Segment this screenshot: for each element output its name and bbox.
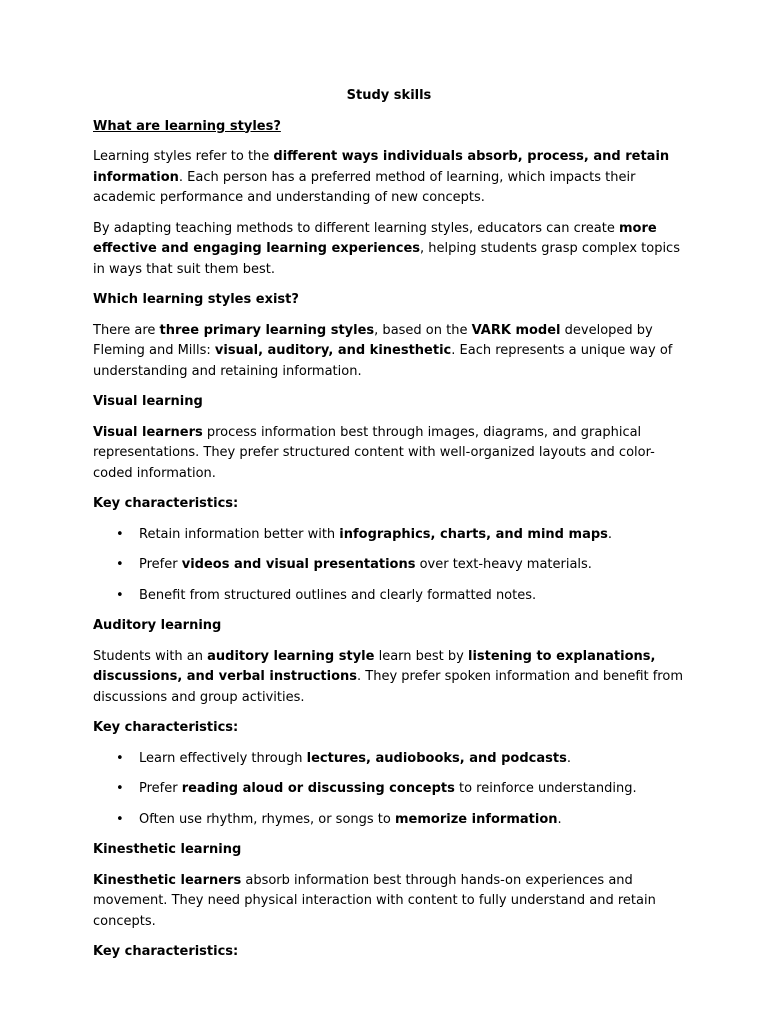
text-run: . Each person has a preferred method of learning, which impacts their academic performance and understanding of new concepts.: [93, 169, 636, 205]
list-item: [93, 586, 683, 607]
text-run: Learn effectively through: [139, 750, 307, 766]
text-run: absorb information best through hands-on experiences and movement. They need physical interaction with content to fully understand and retain concepts.: [93, 872, 656, 929]
list-item: [93, 810, 683, 831]
bold-text: lectures, audiobooks, and podcasts: [306, 750, 567, 766]
section-heading-kinesthetic: Kinesthetic learning: [93, 842, 242, 857]
text-run: .: [566, 750, 571, 766]
text-run: Students with an: [93, 648, 208, 664]
text-run: over text-heavy materials.: [415, 557, 592, 572]
key-characteristics-heading: Key characteristics:: [93, 496, 239, 511]
text-run: Benefit from structured outlines and clearly formatted notes.: [139, 587, 537, 603]
section-heading-visual: Visual learning: [93, 394, 203, 409]
key-characteristics-heading: Key characteristics:: [93, 720, 239, 735]
bullet-icon: •: [116, 781, 124, 796]
paragraph: [93, 423, 683, 485]
bold-text: listening to explanations, discussions, and verbal instructions: [93, 648, 656, 684]
paragraph: [93, 321, 683, 383]
list-item: [93, 555, 683, 576]
bullet-icon: •: [116, 557, 124, 572]
list-item: [93, 779, 683, 800]
bold-text: Visual learners: [93, 424, 203, 440]
text-run: Prefer: [139, 781, 182, 796]
bold-text: Kinesthetic learners: [93, 872, 242, 888]
section-heading-auditory: Auditory learning: [93, 618, 222, 633]
bold-text: VARK model: [471, 322, 561, 338]
text-run: , helping students grasp complex topics in ways that suit them best.: [93, 241, 680, 277]
text-run: Learning styles refer to the: [93, 149, 274, 164]
bold-text: auditory learning style: [207, 648, 375, 664]
text-run: process information best through images, diagrams, and graphical representations. They prefer structured content with well-organized layouts and color-coded information.: [93, 424, 655, 481]
paragraph: [93, 147, 683, 209]
bullet-icon: •: [116, 526, 124, 542]
text-run: . Each represents a unique way of understanding and retaining information.: [93, 343, 673, 379]
bullet-icon: •: [116, 811, 124, 827]
bullet-icon: •: [116, 750, 124, 766]
bold-text: memorize information: [395, 811, 558, 827]
text-run: Prefer: [139, 557, 182, 572]
text-run: Retain information better with: [139, 526, 340, 542]
bold-text: three primary learning styles: [159, 322, 375, 338]
text-run: to reinforce understanding.: [454, 781, 637, 796]
paragraph: [93, 647, 683, 709]
text-run: , based on the: [374, 322, 472, 338]
text-run: .: [607, 526, 613, 542]
document-page: [93, 86, 683, 973]
text-run: .: [557, 811, 562, 827]
section-heading-which-styles: Which learning styles exist?: [93, 292, 299, 307]
paragraph: [93, 219, 683, 281]
bullet-list: [93, 749, 683, 831]
list-item: [93, 525, 683, 546]
text-run: learn best by: [374, 648, 468, 664]
section-heading-learning-styles: What are learning styles?: [93, 118, 281, 134]
paragraph: [93, 871, 683, 933]
bold-text: videos and visual presentations: [181, 557, 416, 572]
key-characteristics-heading: Key characteristics:: [93, 944, 239, 959]
text-run: There are: [93, 322, 160, 338]
text-run: Often use rhythm, rhymes, or songs to: [139, 811, 395, 827]
list-item: [93, 749, 683, 770]
bold-text: different ways individuals absorb, process, and retain information: [93, 149, 670, 185]
bullet-icon: •: [116, 587, 124, 603]
document-title: Study skills: [346, 88, 432, 103]
text-run: By adapting teaching methods to different learning styles, educators can create: [93, 220, 619, 236]
bold-text: visual, auditory, and kinesthetic: [214, 343, 452, 358]
text-run: . They prefer spoken information and benefit from discussions and group activities.: [93, 669, 683, 705]
bold-text: more effective and engaging learning experiences: [93, 220, 657, 256]
bold-text: reading aloud or discussing concepts: [181, 781, 455, 796]
text-run: developed by Fleming and Mills:: [93, 322, 653, 358]
bold-text: infographics, charts, and mind maps: [339, 526, 608, 542]
bullet-list: [93, 525, 683, 607]
